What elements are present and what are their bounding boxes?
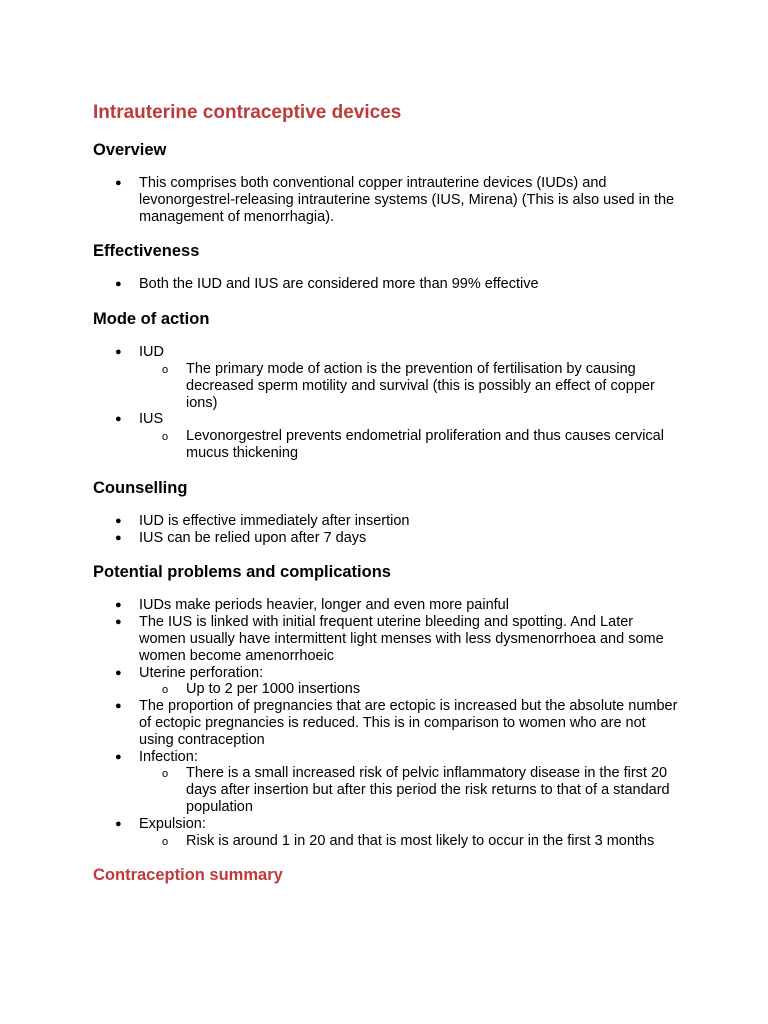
list-item: ● Expulsion: o Risk is around 1 in 20 and that is most likely to occur in the first 3 months [93,816,683,850]
list-item: ● This comprises both conventional copper intrauterine devices (IUDs) and levonorgestrel-releasing intrauterine systems (IUS, Mirena) (This is also used in the management of menorrhagia). [115,175,675,225]
sub-list [139,833,683,850]
list-item: ● IUDs make periods heavier, longer and even more painful [115,597,509,614]
bullet-icon: ● [115,514,122,527]
circle-bullet-icon: o [162,684,169,697]
circle-bullet-icon: o [162,835,169,848]
list-item: ● IUD is effective immediately after insertion [115,512,410,529]
section-heading-summary: Contraception summary [93,866,283,885]
section-problems [93,562,683,849]
circle-bullet-icon: o [162,431,169,444]
circle-bullet-icon: o [162,768,169,781]
list-item: ● The IUS is linked with initial frequent uterine bleeding and spotting. And Later women usually have intermittent light menses with less dysmenorrhoea and some women become amenorrhoeic [115,614,664,664]
sub-list-item: o Levonorgestrel prevents endometrial proliferation and thus causes cervical mucus thickening [162,428,664,461]
section-counselling [93,478,683,547]
bullet-icon: ● [115,616,122,629]
list-item: ● IUS o Levonorgestrel prevents endometrial proliferation and thus causes cervical mucus thickening [93,411,683,461]
section-overview [93,140,683,225]
bullet-icon: ● [115,177,122,189]
bullet-icon: ● [115,599,122,612]
list-item: ● IUS can be relied upon after 7 days [115,529,367,546]
bullet-icon: ● [115,750,122,763]
list-item: ● Uterine perforation: o Up to 2 per 1000 insertions [93,665,683,699]
section-heading-counselling: Counselling [93,478,188,497]
list-item: ● The proportion of pregnancies that are ectopic is increased but the absolute number of ectopic pregnancies is reduced. This is in comparison to women who are not using contraception [115,698,678,748]
section-heading-overview: Overview [93,141,167,159]
sub-list [139,361,683,411]
sub-list-item: o The primary mode of action is the prevention of fertilisation by causing decreased sperm motility and survival (this is possibly an effect of copper ions) [162,360,655,411]
effectiveness-list [93,276,683,293]
section-effectiveness [93,241,683,293]
list-item: ● Both the IUD and IUS are considered more than 99% effective [115,276,539,293]
section-mode-of-action [93,309,683,462]
circle-bullet-icon: o [162,363,169,376]
sub-list-item: o There is a small increased risk of pelvic inflammatory disease in the first 20 days after insertion but after this period the risk returns to that of a standard population [162,765,670,815]
sub-list-item: o Up to 2 per 1000 insertions [162,681,361,698]
bullet-icon: ● [115,700,122,713]
page-title: Intrauterine contraceptive devices [93,102,402,123]
bullet-icon: ● [115,278,122,291]
bullet-icon: ● [115,346,122,359]
overview-list [93,175,683,225]
list-item: ● Infection: o There is a small increased risk of pelvic inflammatory disease in the first 20 days after insertion but after this period the risk returns to that of a standard population [93,749,683,816]
counselling-list [93,513,683,547]
sub-list [139,428,683,462]
bullet-icon: ● [115,531,122,544]
bullet-icon: ● [115,817,122,830]
document-page [93,100,683,900]
section-heading-effectiveness: Effectiveness [93,242,200,261]
list-item: ● IUD o The primary mode of action is the prevention of fertilisation by causing decreased sperm motility and survival (this is possibly an effect of copper ions) [93,344,683,411]
problems-list [93,597,683,849]
section-heading-problems: Potential problems and complications [93,563,391,582]
sub-list [139,765,683,815]
sub-list [139,681,683,698]
mode-of-action-list [93,344,683,462]
bullet-icon: ● [115,413,122,426]
section-heading-mode-of-action: Mode of action [93,310,210,329]
bullet-icon: ● [115,666,122,679]
sub-list-item: o Risk is around 1 in 20 and that is most likely to occur in the first 3 months [162,832,655,849]
